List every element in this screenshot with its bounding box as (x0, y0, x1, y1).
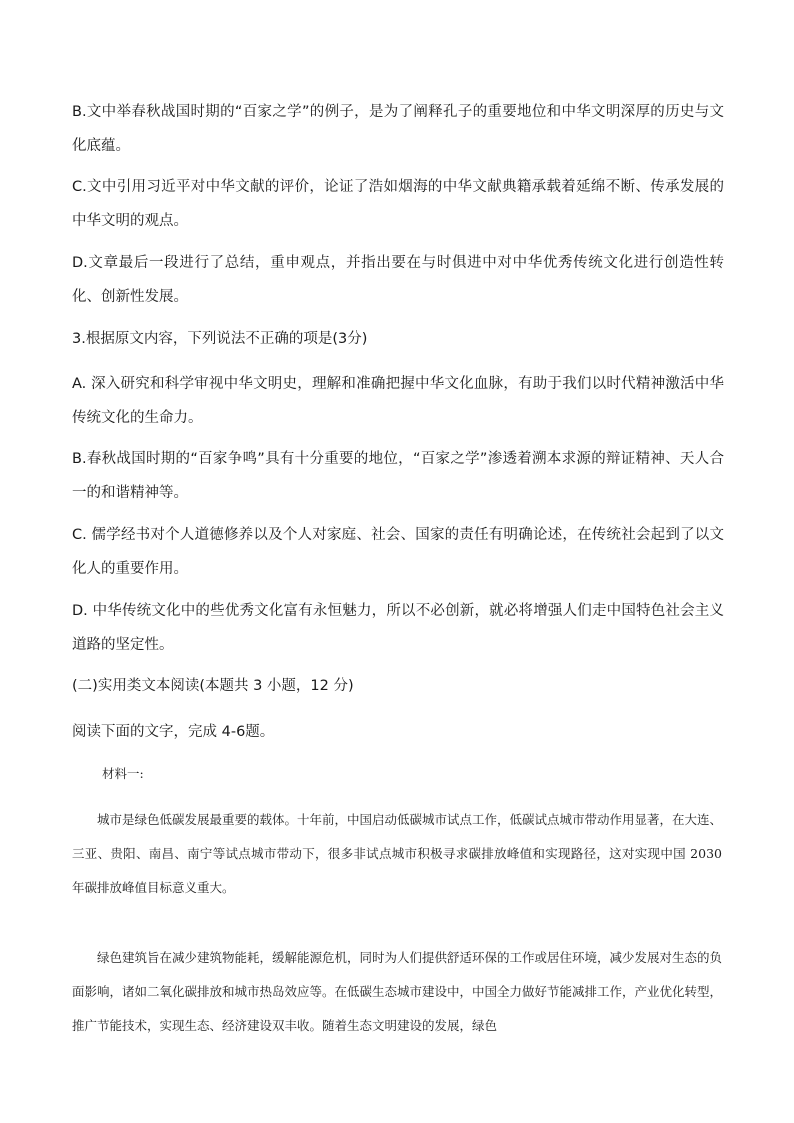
option-2c: C.文中引用习近平对中华文献的评价，论证了浩如烟海的中华文献典籍承载着延绵不断、传承发展的中华文明的观点。 (72, 179, 724, 229)
section-heading: (二)实用类文本阅读(本题共 3 小题，12 分) (72, 678, 354, 694)
option-3d: D. 中华传统文化中的些优秀文化富有永恒魅力，所以不必创新，就必将增强人们走中国特色社会主义道路的坚定性。 (72, 603, 724, 653)
option-3b: B.春秋战国时期的“百家争鸣”具有十分重要的地位，“百家之学”渗透着溯本求源的辩证精神、天人合一的和谐精神等。 (72, 451, 724, 501)
material-paragraph-1: 城市是绿色低碳发展最重要的载体。十年前，中国启动低碳城市试点工作，低碳试点城市带动作用显著，在大连、三亚、贵阳、南昌、南宁等试点城市带动下，很多非试点城市积极寻求碳排放峰值和实现路径，这对实现中国 2030 年碳排放峰值目标意义重大。 (72, 812, 723, 895)
question-3-stem: 3.根据原文内容，下列说法不正确的项是(3分) (72, 331, 368, 347)
material-paragraph-2: 绿色建筑旨在减少建筑物能耗，缓解能源危机，同时为人们提供舒适环保的工作或居住环境，减少发展对生态的负面影响，诸如二氧化碳排放和城市热岛效应等。在低碳生态城市建设中，中国全力做好节能减排工作，产业优化转型，推广节能技术，实现生态、经济建设双丰收。随着生态文明建设的发展，绿色 (72, 950, 723, 1033)
option-3c: C. 儒学经书对个人道德修养以及个人对家庭、社会、国家的责任有明确论述，在传统社会起到了以文化人的重要作用。 (72, 527, 724, 577)
option-2b: B.文中举春秋战国时期的“百家之学”的例子，是为了阐释孔子的重要地位和中华文明深厚的历史与文化底蕴。 (72, 104, 724, 154)
material-title: 材料一: (102, 766, 144, 781)
option-3a: A. 深入研究和科学审视中华文明史，理解和准确把握中华文化血脉，有助于我们以时代精神激活中华传统文化的生命力。 (72, 376, 724, 426)
section-instruction: 阅读下面的文字，完成 4-6题。 (72, 724, 275, 740)
option-2d: D.文章最后一段进行了总结，重申观点，并指出要在与时俱进中对中华优秀传统文化进行创造性转化、创新性发展。 (72, 255, 724, 305)
